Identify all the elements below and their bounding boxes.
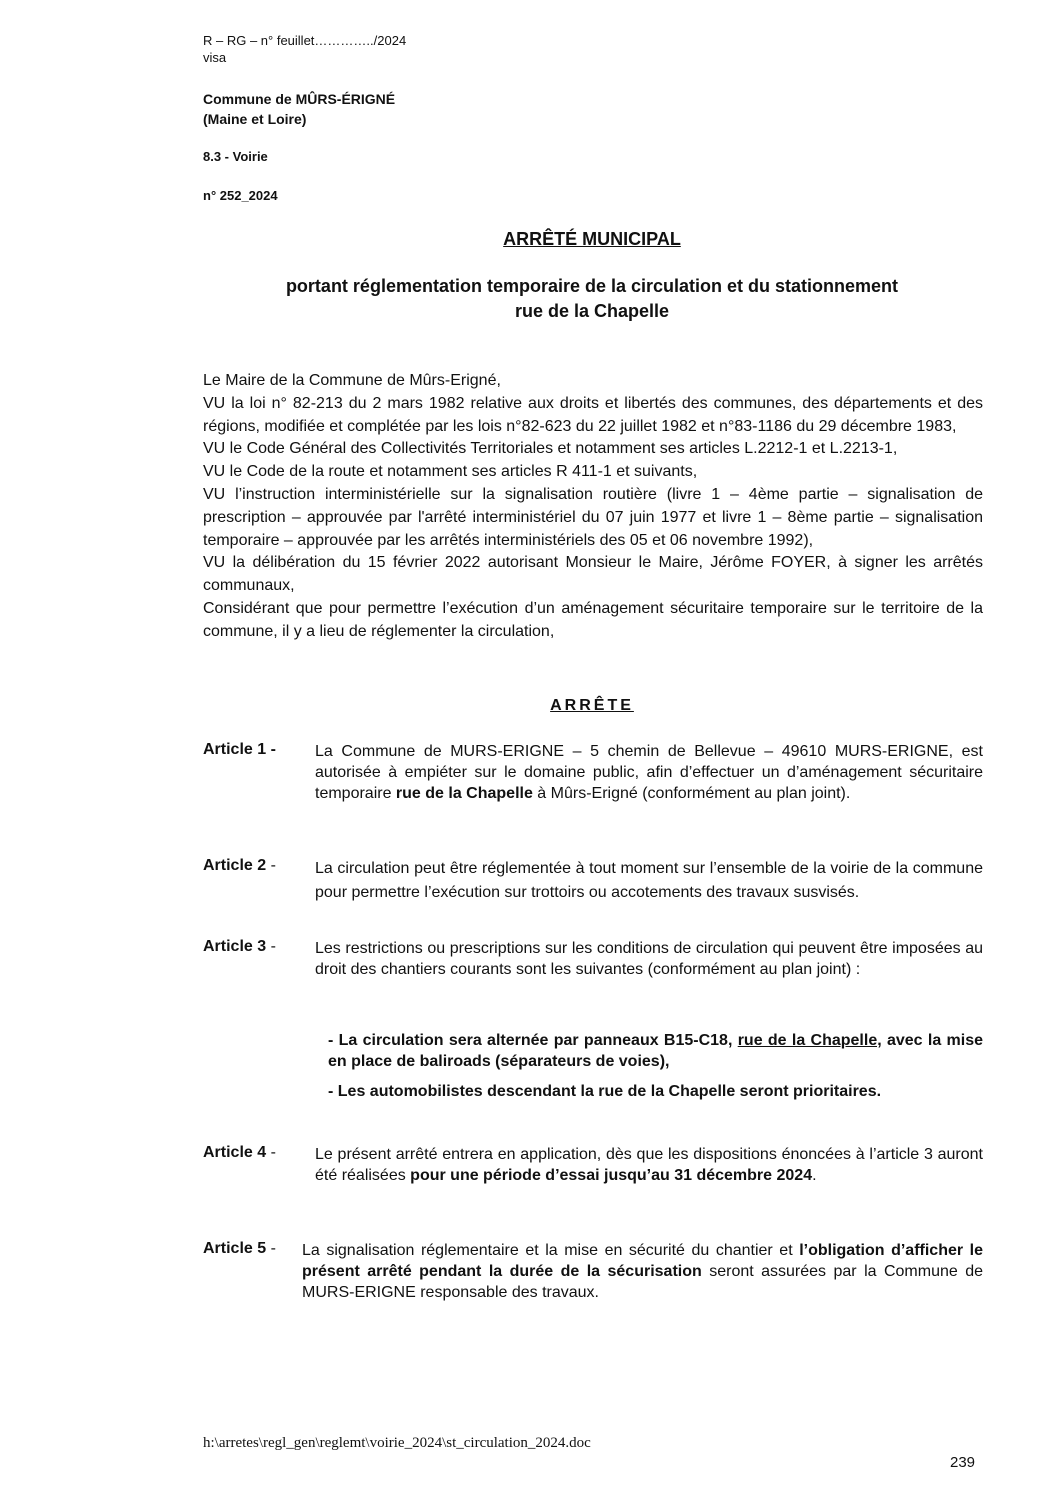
article-1-text — [315, 741, 983, 804]
article-5-dash: - — [266, 1240, 276, 1257]
page-number: 239 — [950, 1454, 976, 1471]
article-3-text: Les restrictions ou prescriptions sur les conditions de circulation qui peuvent être imposées au droit des chantiers courants sont les suivantes (conformément au plan joint) : — [315, 940, 983, 978]
article-4-number: Article 4 — [203, 1144, 267, 1161]
article-3-dash: - — [266, 938, 276, 955]
article-4-bold-period: pour une période d’essai jusqu’au 31 décembre 2024 — [410, 1167, 813, 1184]
department-name: (Maine et Loire) — [203, 111, 307, 127]
article-4-dash: - — [266, 1144, 276, 1161]
article-5-label — [203, 1240, 276, 1258]
decree-number: n° 252_2024 — [203, 188, 278, 203]
preamble — [203, 370, 983, 644]
article-4-text-end: . — [812, 1167, 817, 1184]
arrete-heading: ARRÊTE — [550, 697, 634, 714]
commune-block — [203, 89, 395, 129]
article-3-number: Article 3 — [203, 938, 267, 955]
article-1-text-part: La Commune de MURS-ERIGNE – 5 chemin de Bellevue – 49610 MURS-ERIGNE, est autorisée à empiéter sur le domaine public, afin d’effectuer un d’aménagement sécuritaire temporaire — [315, 743, 983, 802]
preamble-road-code: VU le Code de la route et notamment ses articles R 411-1 et suivants, — [203, 463, 698, 481]
preamble-cgct: VU le Code Général des Collectivités Territoriales et notamment ses articles L.2212-1 et L.2213-1, — [203, 440, 898, 458]
article-1-bold-street: rue de la Chapelle — [395, 785, 533, 802]
document-subtitle — [0, 274, 1058, 324]
bullet-1-underlined-street: rue de la Chapelle, — [737, 1032, 882, 1049]
article-1-label — [203, 741, 276, 759]
article-2-label — [203, 857, 276, 875]
article-2-text: La circulation peut être réglementée à tout moment sur l’ensemble de la voirie de la commune pour permettre l’exécution sur trottoirs ou accotements des travaux susvisés. — [315, 860, 983, 901]
preamble-deliberation: VU la délibération du 15 février 2022 autorisant Monsieur le Maire, Jérôme FOYER, à signer les arrêtés communaux, — [203, 554, 983, 595]
preamble-law: VU la loi n° 82-213 du 2 mars 1982 relative aux droits et libertés des communes, des départements et des régions, modifiée et complétée par les lois n°82-623 du 22 juillet 1982 et n°83-1186 du 29 décembre 1983, — [203, 394, 983, 435]
article-5-text-part: La signalisation réglementaire et la mise en sécurité du chantier et — [302, 1242, 800, 1259]
article-2-number: Article 2 — [203, 857, 267, 874]
article-1-number: Article 1 — [203, 741, 267, 758]
bullet-1-text: - La circulation sera alternée par panneaux B15-C18, — [328, 1032, 738, 1049]
commune-name: Commune de MÛRS-ÉRIGNÉ — [203, 91, 396, 107]
bullet-1-text-end: avec la mise en place de baliroads (séparateurs de voies), — [328, 1032, 983, 1070]
preamble-considering: Considérant que pour permettre l’exécution d’un aménagement sécuritaire temporaire sur le territoire de la commune, il y a lieu de réglementer la circulation, — [203, 599, 983, 640]
visa-label: visa — [203, 50, 227, 65]
subtitle-line-2: rue de la Chapelle — [514, 301, 670, 321]
article-5-number: Article 5 — [203, 1240, 267, 1257]
article-5-text-end: seront assurées par la Commune de MURS-ERIGNE responsable des travaux. — [302, 1263, 984, 1301]
article-5-bold-obligation: l’obligation d’afficher le présent arrêté pendant la durée de la sécurisation — [302, 1242, 983, 1280]
article-1-text-end: à Mûrs-Erigné (conformément au plan joint). — [532, 785, 851, 802]
file-path-footer: h:\arretes\regl_gen\reglemt\voirie_2024\st_circulation_2024.doc — [203, 1435, 591, 1451]
article-5-text — [302, 1240, 983, 1303]
reference-line: R – RG – n° feuillet…………../2024 — [203, 33, 407, 48]
article-4-label — [203, 1144, 276, 1162]
document-reference — [203, 32, 406, 66]
preamble-mayor: Le Maire de la Commune de Mûrs-Erigné, — [203, 372, 501, 389]
article-4-text-part: Le présent arrêté entrera en application, dès que les dispositions énoncées à l’article 3 auront été réalisées — [315, 1146, 983, 1184]
article-1-dash: - — [266, 741, 276, 758]
article-3-bullet-1 — [328, 1030, 983, 1072]
article-2-dash: - — [266, 857, 276, 874]
subtitle-line-1: portant réglementation temporaire de la circulation et du stationnement — [285, 276, 899, 296]
article-3-bullet-2: - Les automobilistes descendant la rue de la Chapelle seront prioritaires. — [328, 1083, 882, 1100]
document-title: ARRÊTÉ MUNICIPAL — [503, 229, 681, 249]
article-4-text — [315, 1144, 983, 1186]
section-code: 8.3 - Voirie — [203, 149, 268, 164]
article-3-label — [203, 938, 276, 956]
preamble-instruction: VU l’instruction interministérielle sur la signalisation routière (livre 1 – 4ème partie – signalisation de prescription – approuvée par l'arrêté interministériel du 07 juin 1977 et livre 1 – 8ème partie – signalisation temporaire – approuvée par les arrêtés interministériels des 05 et 06 novembre 1992), — [203, 485, 983, 549]
